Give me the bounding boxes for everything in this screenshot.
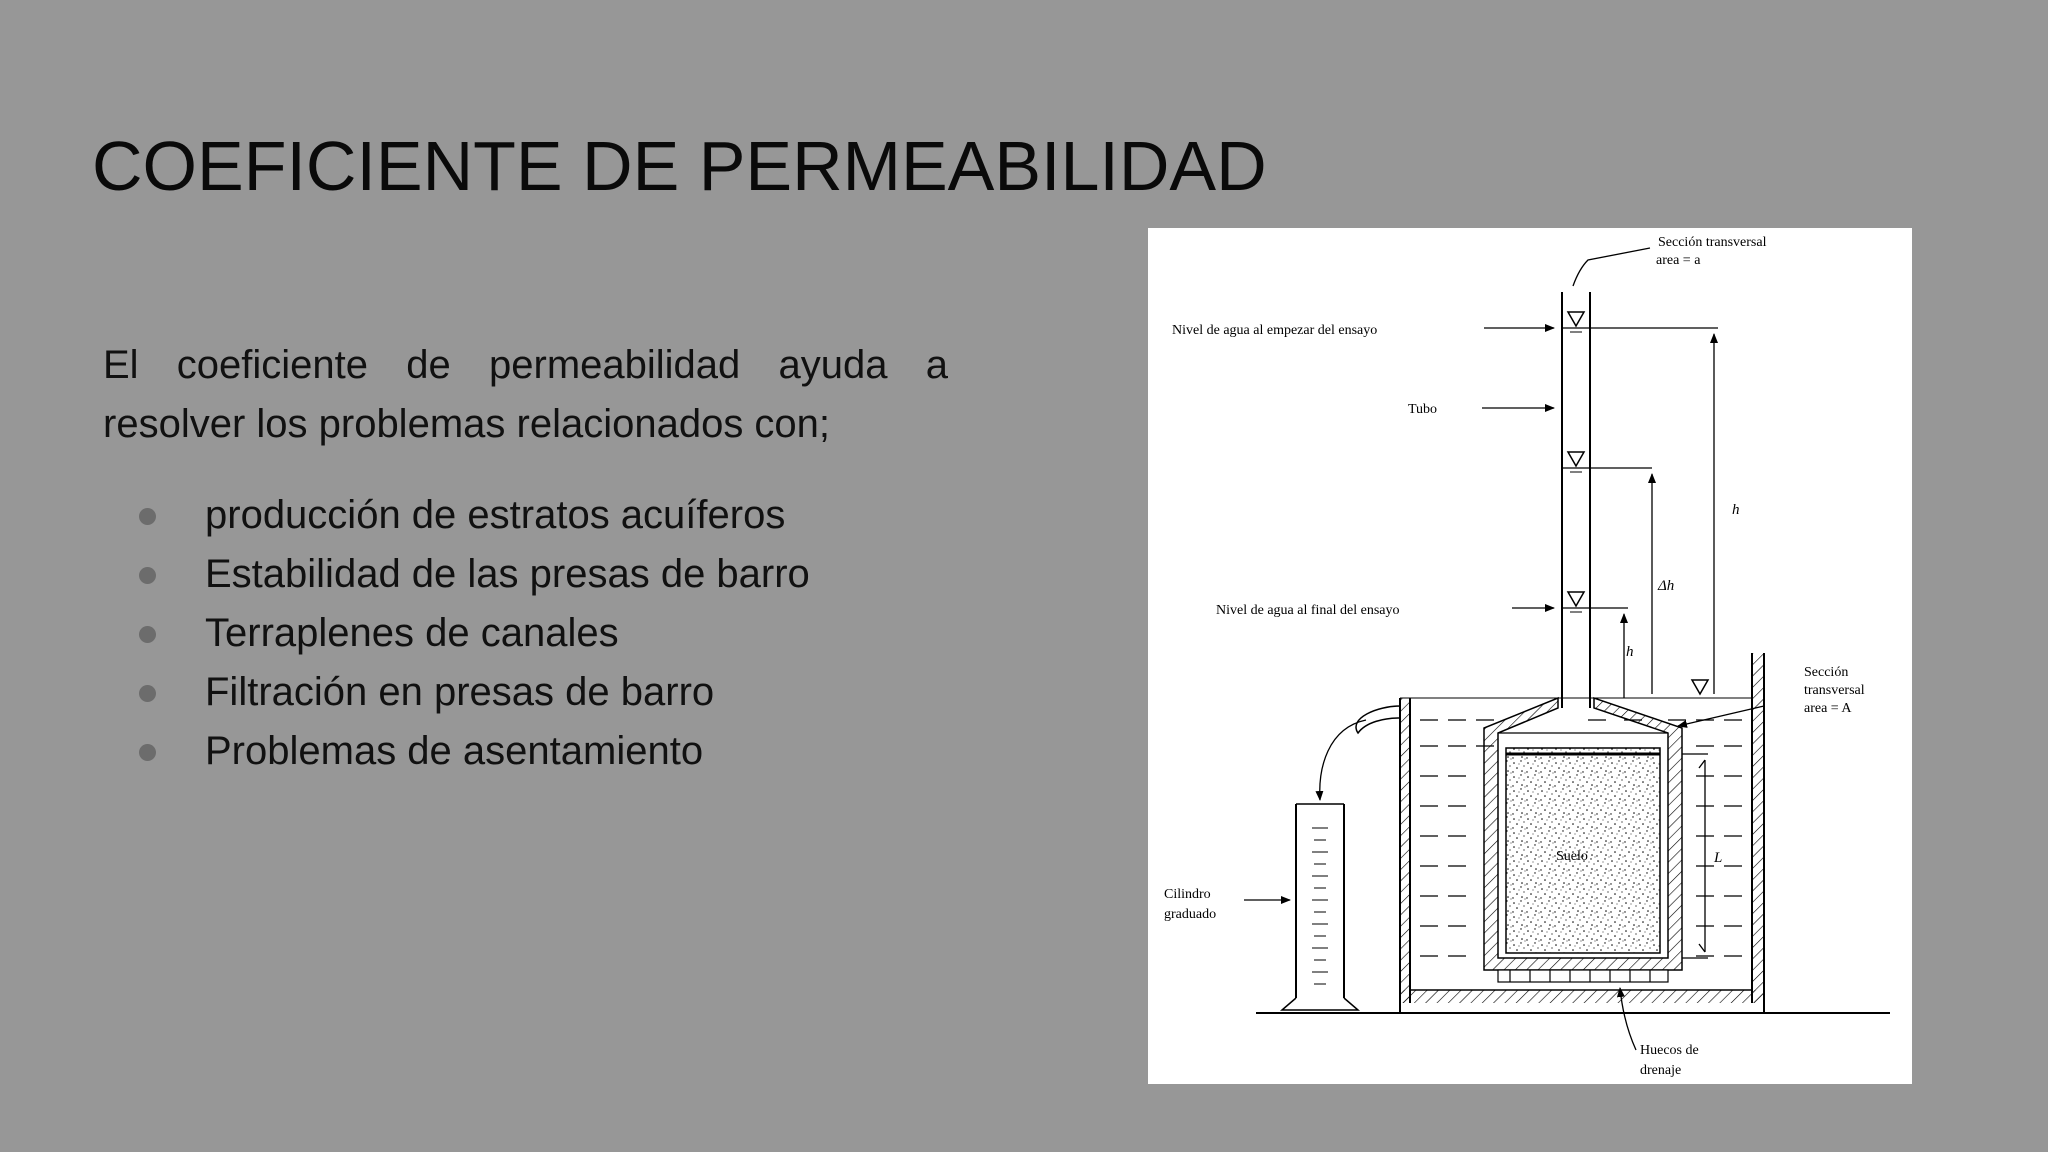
bullet-item [103,486,1003,545]
graduated-cylinder [1282,804,1358,1010]
standpipe-tube [1562,292,1590,708]
permeameter-diagram [1148,228,1912,1084]
label-section-a-1: Sección transversal [1658,235,1767,250]
intro-paragraph: El coeficiente de permeabilidad ayuda a resolver los problemas relacionados con; [103,343,948,446]
tank-level-icon [1692,680,1708,694]
bullet-text: Terraplenes de canales [205,611,619,655]
label-section-A-1: Sección [1804,665,1849,680]
outflow-spout [1356,706,1400,733]
bullet-text: producción de estratos acuíferos [205,493,786,537]
bullet-item [103,663,1003,722]
label-section-a-2: area = a [1656,253,1701,268]
bullet-list [103,486,1003,781]
label-huecos-2: drenaje [1640,1063,1682,1078]
label-h2: h [1626,644,1634,660]
label-nivel-final: Nivel de agua al final del ensayo [1216,603,1400,618]
label-nivel-inicio: Nivel de agua al empezar del ensayo [1172,323,1378,338]
label-suelo: Suelo [1556,849,1588,864]
dimension-lines [1244,248,1764,1050]
soil-container [1484,698,1682,982]
label-huecos-1: Huecos de [1640,1043,1699,1058]
bullet-item [103,545,1003,604]
slide-title: COEFICIENTE DE PERMEABILIDAD [92,127,1267,205]
bullet-dot-icon [139,626,156,643]
bullet-item [103,604,1003,663]
bullet-text: Problemas de asentamiento [205,729,704,773]
label-tubo: Tubo [1408,402,1438,417]
label-cilindro-2: graduado [1164,907,1217,922]
bullet-text: Estabilidad de las presas de barro [205,552,810,596]
bullet-dot-icon [139,685,156,702]
label-delta-h: Δh [1658,578,1675,594]
label-h: h [1732,502,1740,518]
label-cilindro-1: Cilindro [1164,887,1211,902]
permeameter-svg [1148,228,1912,1084]
bullet-dot-icon [139,508,156,525]
label-L: L [1714,850,1723,866]
bullet-item [103,722,1003,781]
label-section-A-2: transversal [1804,683,1865,698]
bullet-dot-icon [139,744,156,761]
bullet-text: Filtración en presas de barro [205,670,715,714]
label-section-A-3: area = A [1804,701,1852,716]
bullet-dot-icon [139,567,156,584]
